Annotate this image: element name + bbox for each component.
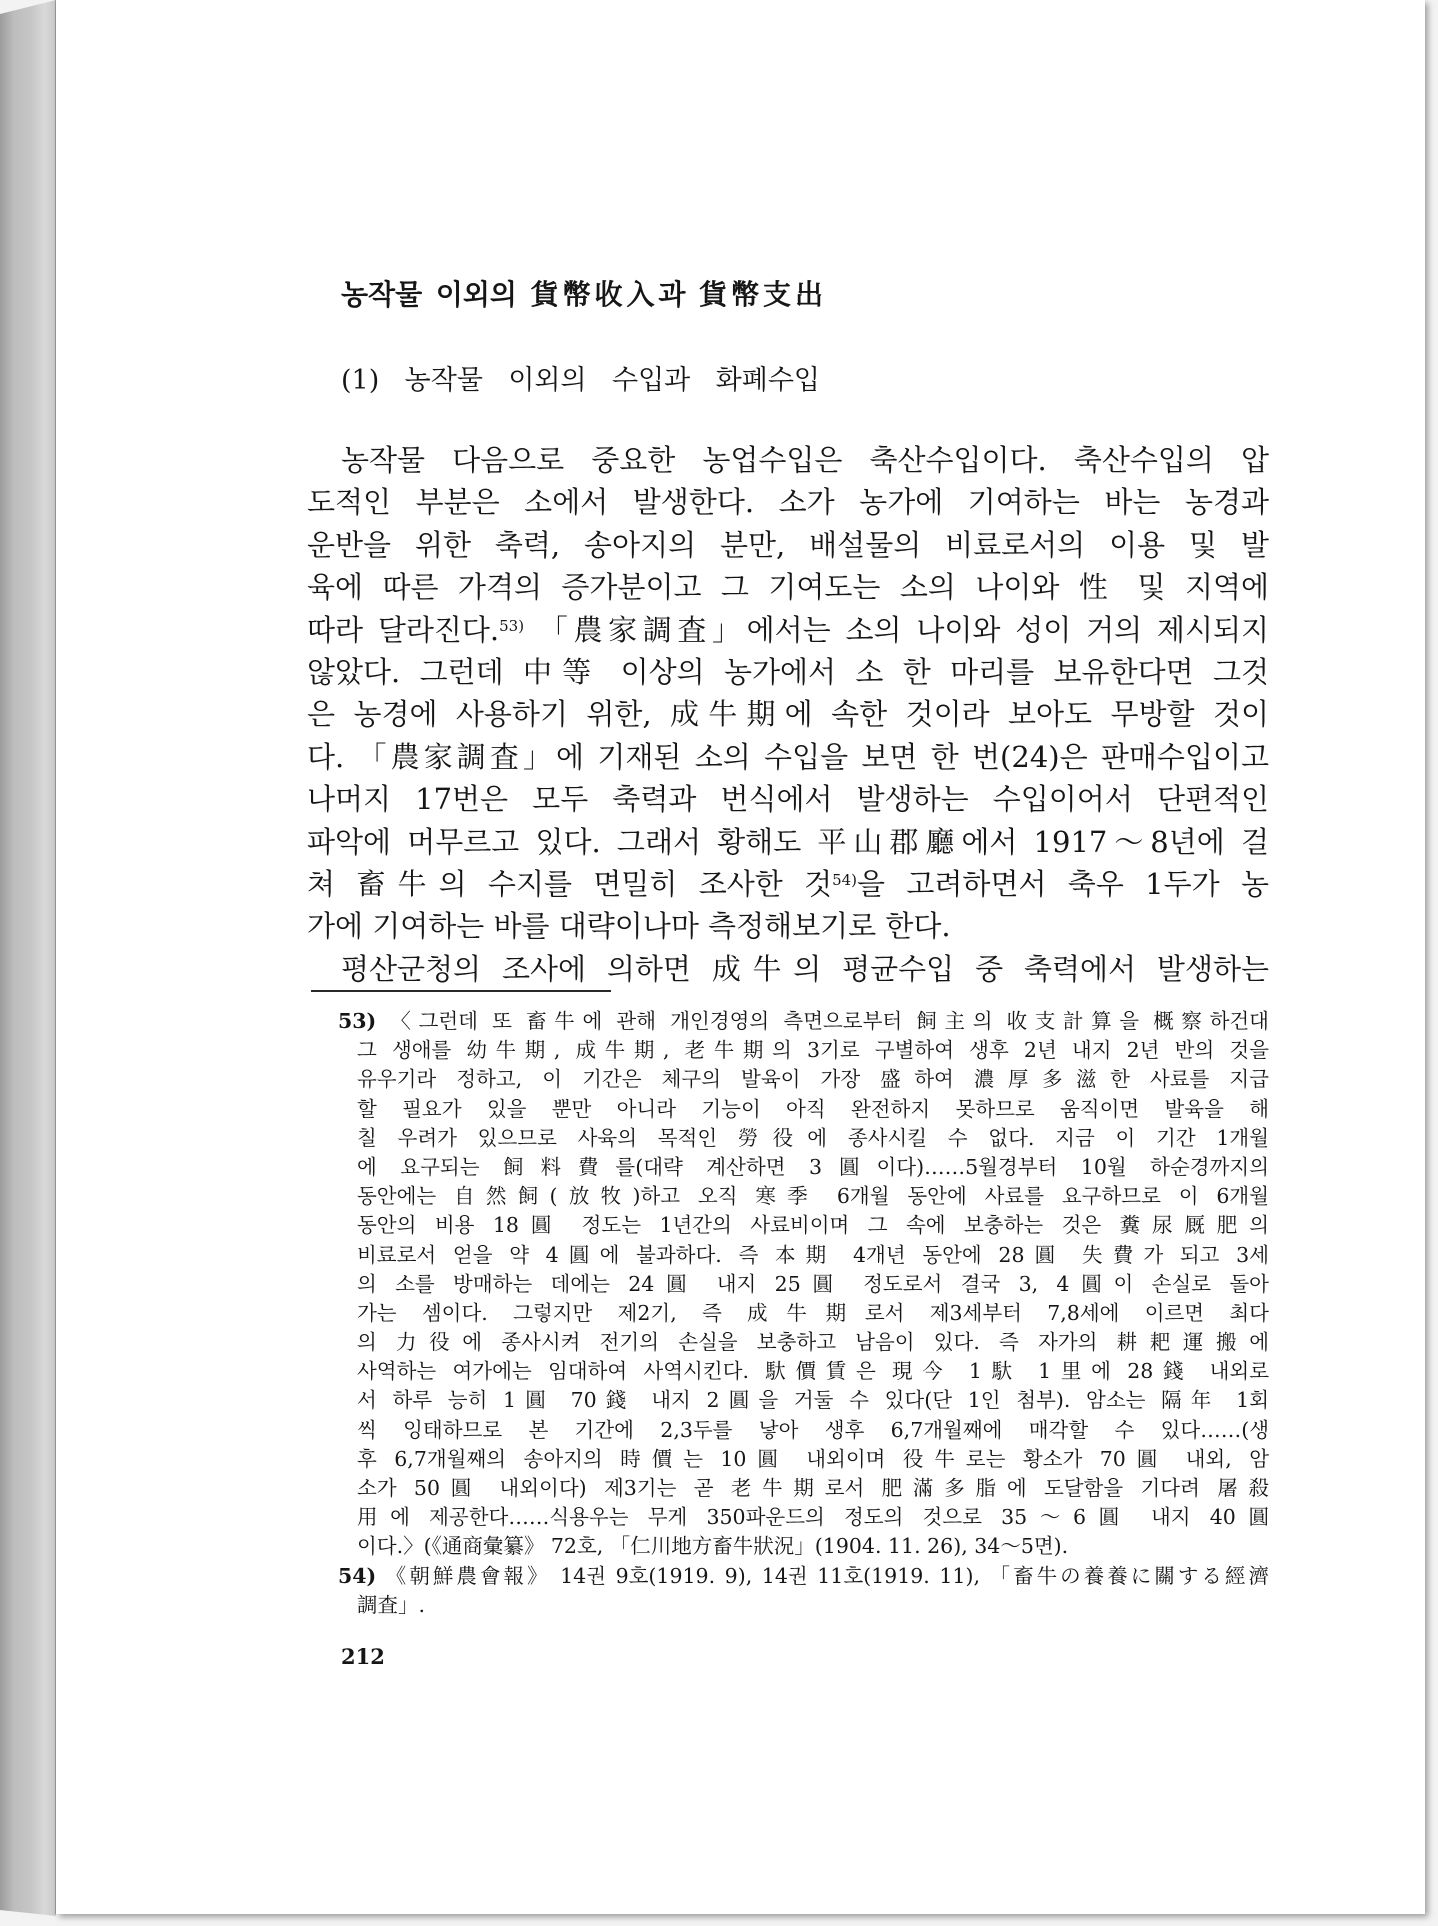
footnote-line: 씩 잉태하므로 본 기간에 2,3두를 낳아 생후 6,7개월째에 매각할 수 있다……(생 xyxy=(357,1417,1269,1442)
footnote-line: 調査」. xyxy=(357,1592,426,1617)
body-line-text: 을 고려하면서 축우 1두가 농 xyxy=(857,866,1269,901)
footnote-line: 동안의 비용 18圓 정도는 1년간의 사료비이며 그 속에 보충하는 것은 糞尿厩肥의 xyxy=(357,1213,1269,1238)
footnote-line: 유우기라 정하고, 이 기간은 체구의 발육이 가장 盛하여 濃厚多滋한 사료를 지급 xyxy=(357,1067,1269,1092)
body-line: 농작물 다음으로 중요한 농업수입은 축산수입이다. 축산수입의 압 xyxy=(341,443,1269,477)
footnote-line: 후 6,7개월째의 송아지의 時價는 10圓 내외이며 役牛로는 황소가 70圓 내외, 암 xyxy=(357,1446,1269,1471)
body-line: 나머지 17번은 모두 축력과 번식에서 발생하는 수입이어서 단편적인 xyxy=(307,782,1269,817)
footnote-line: 이다.〉(《通商彙纂》 72호, 「仁川地方畜牛狀況」(1904. 11. 26), 34～5면). xyxy=(357,1534,1069,1559)
footnote-line: 의 소를 방매하는 데에는 24圓 내지 25圓 정도로서 결국 3, 4圓이 손실로 돌아 xyxy=(357,1271,1269,1296)
body-line xyxy=(307,863,1269,905)
page-sheet xyxy=(56,0,1425,1914)
body-line: 파악에 머무르고 있다. 그래서 황해도 平山郡廳에서 1917～8년에 걸 xyxy=(307,824,1269,859)
footnote-line: 소가 50圓 내외이다) 제3기는 곧 老牛期로서 肥滿多脂에 도달함을 기다려 屠殺 xyxy=(357,1476,1269,1500)
footnote-line: 의 力役에 종사시켜 전기의 손실을 보충하고 남음이 있다. 즉 자가의 耕耙運搬에 xyxy=(357,1330,1269,1355)
footnote-line: 비료로서 얻을 약 4圓에 불과하다. 즉 本期 4개년 동안에 28圓 失費가 되고 3세 xyxy=(357,1242,1269,1267)
subsection-title: (1) 농작물 이외의 수입과 화폐수입 xyxy=(341,365,820,396)
body-line: 육에 따른 가격의 증가분이고 그 기여도는 소의 나이와 性 및 지역에 xyxy=(307,570,1269,605)
footnote-line: 用에 제공한다……식용우는 무게 350파운드의 정도의 것으로 35～6圓 내지 40圓 xyxy=(357,1505,1269,1530)
footnote-53 xyxy=(338,1007,1269,1562)
body-line-text: 「農家調査」에서는 소의 나이와 성이 거의 제시되지 xyxy=(524,612,1269,647)
body-paragraph xyxy=(307,439,1269,990)
body-line: 평산군청의 조사에 의하면 成牛의 평균수입 중 축력에서 발생하는 xyxy=(341,951,1269,986)
footnote-line: 사역하는 여가에는 임대하여 사역시킨다. 馱價賃은 現今 1馱 1里에 28錢 내외로 xyxy=(357,1359,1269,1384)
footnote-line: 에 요구되는 飼料費를(대략 계산하면 3圓이다)……5월경부터 10월 하순경까지의 xyxy=(357,1154,1269,1179)
body-line: 가에 기여하는 바를 대략이나마 측정해보기로 한다. xyxy=(307,909,951,944)
body-line-text: 쳐 畜牛의 수지를 면밀히 조사한 것 xyxy=(307,866,833,901)
footnote-line-text: 《朝鮮農會報》 14권 9호(1919. 9), 14권 11호(1919. 11), 「畜牛の養養に關する經濟 xyxy=(385,1563,1269,1588)
footnote-number: 54) xyxy=(338,1563,377,1588)
footnote-line: 할 필요가 있을 뿐만 아니라 기능이 아직 완전하지 못하므로 움직이면 발육을 해 xyxy=(357,1096,1269,1121)
body-line: 운반을 위한 축력, 송아지의 분만, 배설물의 비료로서의 이용 및 발 xyxy=(307,527,1269,562)
footnote-ref-53: 53) xyxy=(499,616,525,635)
body-line: 도적인 부분은 소에서 발생한다. 소가 농가에 기여하는 바는 농경과 xyxy=(307,485,1269,520)
body-line xyxy=(307,609,1269,651)
body-line: 다. 「農家調査」에 기재된 소의 수입을 보면 한 번(24)은 판매수입이고 xyxy=(307,739,1269,774)
footnote-line: 동안에는 自然飼(放牧)하고 오직 寒季 6개월 동안에 사료를 요구하므로 이 6개월 xyxy=(357,1184,1269,1209)
footnote-54 xyxy=(338,1562,1269,1620)
footnote-line: 그 생애를 幼牛期, 成牛期, 老牛期의 3기로 구별하여 생후 2년 내지 2년 반의 것을 xyxy=(357,1038,1269,1063)
footnote-separator xyxy=(311,990,611,992)
book-spine-edge xyxy=(0,0,56,1916)
section-title: 농작물 이외의 貨幣收入과 貨幣支出 xyxy=(341,278,823,311)
footnote-line-text: 〈그런데 또 畜牛에 관해 개인경영의 측면으로부터 飼主의 收支計算을 概察하건대 xyxy=(390,1009,1269,1033)
page-number: 212 xyxy=(341,1644,385,1669)
footnote-line: 칠 우려가 있으므로 사육의 목적인 勞役에 종사시킬 수 없다. 지금 이 기간 1개월 xyxy=(357,1125,1269,1150)
footnote-line: 가는 셈이다. 그렇지만 제2기, 즉 成牛期로서 제3세부터 7,8세에 이르면 최다 xyxy=(357,1300,1269,1325)
body-line: 않았다. 그런데 中等 이상의 농가에서 소 한 마리를 보유한다면 그것 xyxy=(307,654,1269,689)
body-line-text: 따라 달라진다. xyxy=(307,612,500,647)
footnote-number: 53) xyxy=(338,1009,377,1033)
footnotes xyxy=(338,1007,1269,1620)
footnote-line xyxy=(338,1562,1269,1591)
body-line: 은 농경에 사용하기 위한, 成牛期에 속한 것이라 보아도 무방할 것이 xyxy=(307,697,1269,732)
footnote-line xyxy=(338,1007,1269,1036)
footnote-ref-54: 54) xyxy=(832,870,858,889)
footnote-line: 서 하루 능히 1圓 70錢 내지 2圓을 거둘 수 있다(단 1인 첨부). 암소는 隔年 1회 xyxy=(357,1388,1269,1413)
